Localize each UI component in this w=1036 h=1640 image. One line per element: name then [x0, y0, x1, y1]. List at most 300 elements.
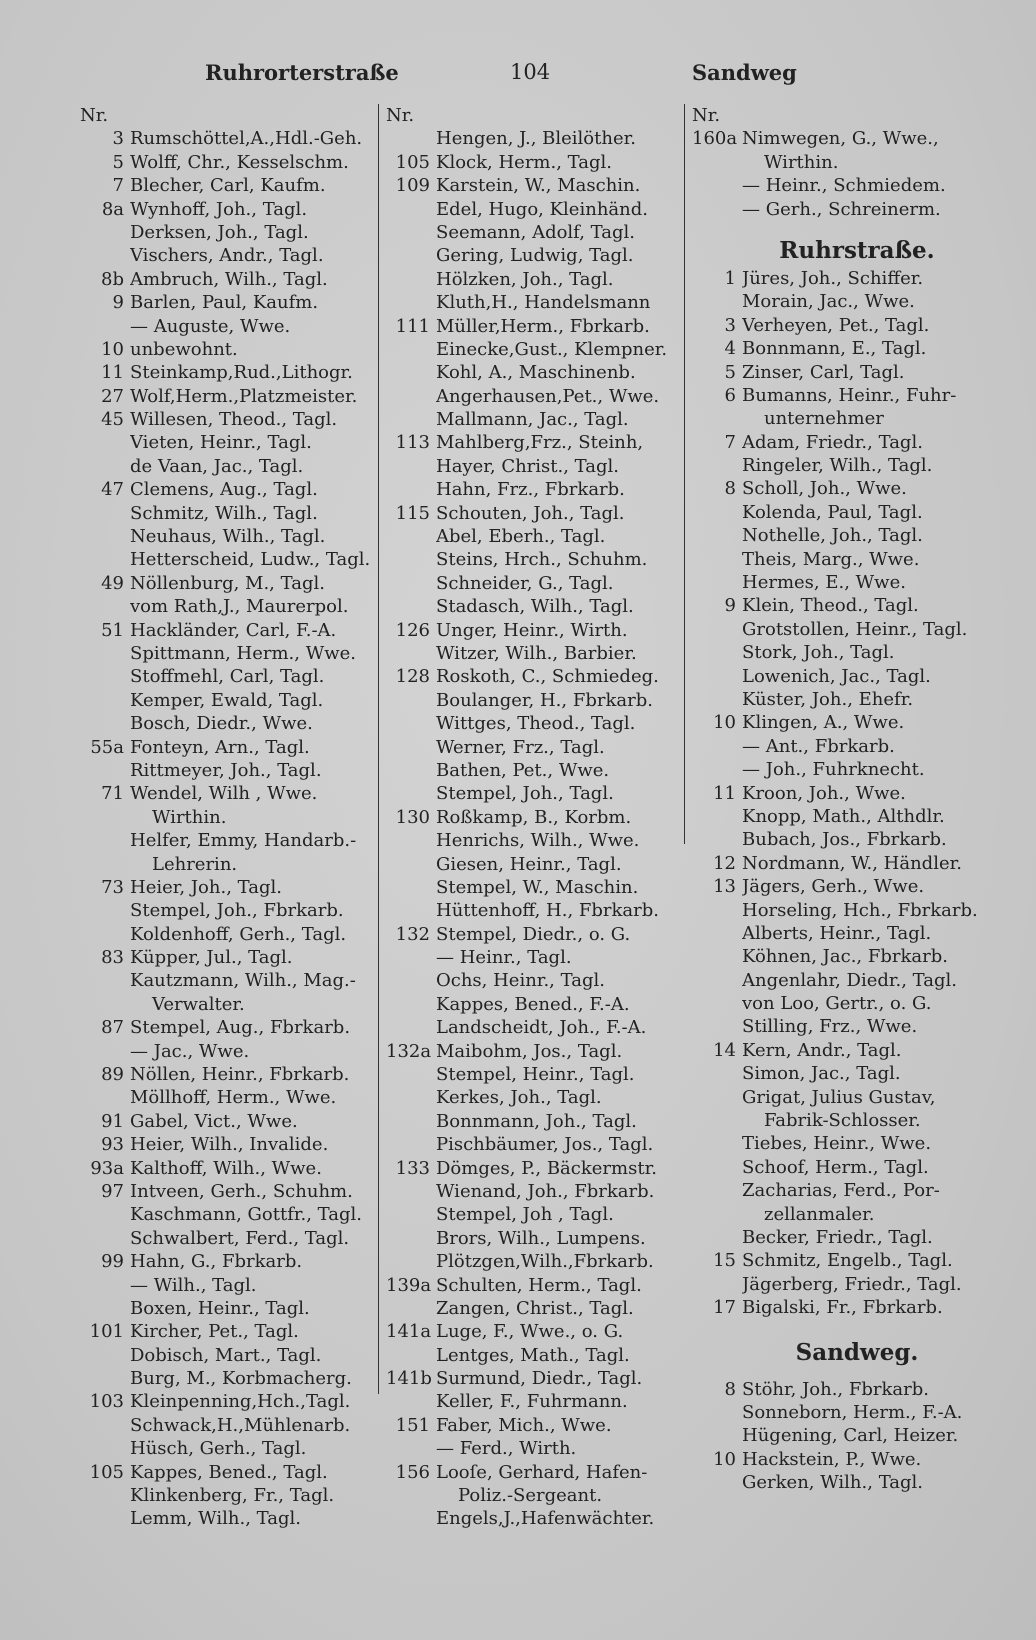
list-item	[80, 291, 370, 314]
list-item	[80, 525, 370, 548]
list-item	[386, 665, 676, 688]
list-item	[80, 338, 370, 361]
house-number	[386, 455, 436, 478]
house-number	[80, 1484, 130, 1507]
house-number	[692, 1203, 742, 1226]
house-number	[386, 548, 436, 571]
house-number	[80, 642, 130, 665]
list-item	[80, 268, 370, 291]
house-number	[386, 1203, 436, 1226]
resident-entry: Stoffmehl, Carl, Tagl.	[130, 666, 325, 688]
list-item	[80, 642, 370, 665]
list-item	[80, 1507, 370, 1530]
resident-entry: Kaschmann, Gottfr., Tagl.	[130, 1204, 362, 1226]
house-number: 55a	[90, 736, 124, 758]
house-number	[692, 290, 742, 313]
house-number	[80, 1414, 130, 1437]
house-number	[386, 1437, 436, 1460]
resident-entry: Bonnmann, Joh., Tagl.	[436, 1110, 637, 1132]
resident-entry: Kappes, Bened., Tagl.	[130, 1461, 328, 1483]
house-number	[80, 315, 130, 338]
house-number: 133	[395, 1157, 430, 1179]
list-item	[692, 501, 1002, 524]
list-item	[386, 1180, 676, 1203]
resident-entry: Simon, Jac., Tagl.	[742, 1063, 901, 1085]
list-item	[386, 899, 676, 922]
list-item	[386, 1390, 676, 1413]
list-item	[692, 337, 1002, 360]
house-number: 132	[395, 923, 430, 945]
resident-entry: Hayer, Christ., Tagl.	[436, 455, 620, 477]
list-item	[692, 852, 1002, 875]
resident-entry: Bubach, Jos., Fbrkarb.	[742, 829, 947, 851]
house-number	[80, 853, 130, 876]
resident-entry: Horseling, Hch., Fbrkarb.	[742, 899, 978, 921]
house-number: 3	[724, 314, 736, 336]
resident-entry: Ambruch, Wilh., Tagl.	[130, 268, 328, 290]
list-item	[386, 689, 676, 712]
resident-entry: Kern, Andr., Tagl.	[742, 1039, 902, 1061]
house-number	[386, 595, 436, 618]
resident-entry: Heier, Wilh., Invalide.	[130, 1134, 329, 1156]
list-item	[80, 923, 370, 946]
resident-entry: Gering, Ludwig, Tagl.	[436, 245, 634, 267]
list-item	[80, 969, 370, 992]
list-item	[80, 993, 370, 1016]
list-item	[692, 922, 1002, 945]
house-number: 47	[101, 479, 124, 501]
house-number: 130	[395, 806, 430, 828]
list-item	[692, 875, 1002, 898]
list-item	[386, 736, 676, 759]
house-number	[386, 385, 436, 408]
list-item	[386, 1157, 676, 1180]
column-2	[386, 104, 676, 1531]
resident-entry: Stempel, Diedr., o. G.	[436, 923, 631, 945]
resident-entry: Schouten, Joh., Tagl.	[436, 502, 625, 524]
house-number: 8	[724, 1378, 736, 1400]
house-number	[386, 1180, 436, 1203]
resident-entry: Grotstollen, Heinr., Tagl.	[742, 618, 968, 640]
resident-entry: Lehrerin.	[152, 853, 238, 875]
house-number	[80, 1274, 130, 1297]
list-item	[386, 1484, 676, 1507]
house-number	[386, 361, 436, 384]
list-item	[80, 759, 370, 782]
resident-entry: Willesen, Theod., Tagl.	[130, 409, 338, 431]
house-number	[692, 1424, 742, 1447]
resident-entry: Mallmann, Jac., Tagl.	[436, 409, 629, 431]
resident-entry: Derksen, Joh., Tagl.	[130, 221, 309, 243]
list-item	[692, 1226, 1002, 1249]
list-item	[80, 619, 370, 642]
house-number	[386, 244, 436, 267]
resident-entry: Jägerberg, Friedr., Tagl.	[742, 1273, 962, 1295]
list-item	[386, 1250, 676, 1273]
house-number	[692, 1086, 742, 1109]
resident-entry: — Gerh., Schreinerm.	[742, 198, 941, 220]
resident-entry: Stempel, Joh., Tagl.	[436, 783, 614, 805]
house-number	[386, 1390, 436, 1413]
resident-entry: Stöhr, Joh., Fbrkarb.	[742, 1378, 929, 1400]
list-item	[692, 407, 1002, 430]
list-item	[692, 1424, 1002, 1447]
house-number: 71	[101, 783, 124, 805]
house-number	[692, 969, 742, 992]
resident-entry: Unger, Heinr., Wirth.	[436, 619, 628, 641]
house-number	[386, 1110, 436, 1133]
house-number	[386, 525, 436, 548]
resident-entry: Witzer, Wilh., Barbier.	[436, 642, 637, 664]
resident-entry: Hölzken, Joh., Tagl.	[436, 268, 614, 290]
list-item	[692, 1179, 1002, 1202]
resident-entry: Heier, Joh., Tagl.	[130, 876, 282, 898]
resident-entry: Gerken, Wilh., Tagl.	[742, 1472, 924, 1494]
resident-entry: Köhnen, Jac., Fbrkarb.	[742, 946, 948, 968]
list-item	[80, 1297, 370, 1320]
house-number: 5	[112, 151, 124, 173]
list-item	[692, 431, 1002, 454]
resident-entry: Mahlberg,Frz., Steinh,	[436, 432, 644, 454]
list-item	[386, 478, 676, 501]
list-item	[80, 712, 370, 735]
list-item	[386, 1367, 676, 1390]
house-number: 17	[713, 1297, 736, 1319]
list-item	[692, 1109, 1002, 1132]
resident-entry: Lentges, Math., Tagl.	[436, 1344, 630, 1366]
house-number: 83	[101, 947, 124, 969]
list-item	[386, 1344, 676, 1367]
list-item	[692, 361, 1002, 384]
house-number	[386, 1016, 436, 1039]
resident-entry: Hüsch, Gerh., Tagl.	[130, 1438, 307, 1460]
list-item	[692, 384, 1002, 407]
list-item	[692, 992, 1002, 1015]
resident-entry: — Heinr., Schmiedem.	[742, 175, 946, 197]
column-3-sandweg	[692, 1378, 1002, 1495]
resident-entry: Wolf,Herm.,Platzmeister.	[130, 385, 358, 407]
list-item	[692, 454, 1002, 477]
resident-entry: Schmitz, Wilh., Tagl.	[130, 502, 318, 524]
house-number	[80, 665, 130, 688]
list-item	[386, 642, 676, 665]
list-item	[80, 221, 370, 244]
list-item	[692, 641, 1002, 664]
resident-entry: Morain, Jac., Wwe.	[742, 291, 915, 313]
house-number	[80, 595, 130, 618]
resident-entry: Bumanns, Heinr., Fuhr-	[742, 384, 957, 406]
resident-entry	[742, 104, 1002, 127]
resident-entry: Kluth,H., Handelsmann	[436, 292, 651, 314]
resident-entry: Jägers, Gerh., Wwe.	[742, 876, 925, 898]
house-number: 101	[89, 1321, 124, 1343]
resident-entry: Einecke,Gust., Klempner.	[436, 338, 668, 360]
resident-entry: Scholl, Joh., Wwe.	[742, 478, 907, 500]
house-number	[692, 548, 742, 571]
list-item	[386, 502, 676, 525]
resident-entry: — Ant., Fbrkarb.	[742, 735, 895, 757]
list-item	[692, 1132, 1002, 1155]
house-number	[692, 641, 742, 664]
resident-entry: — Wilh., Tagl.	[130, 1274, 257, 1296]
resident-entry: Knopp, Math., Althdlr.	[742, 805, 945, 827]
resident-entry: Seemann, Adolf, Tagl.	[436, 221, 635, 243]
list-item	[386, 1507, 676, 1530]
resident-entry: Hackländer, Carl, F.-A.	[130, 619, 337, 641]
resident-entry: Edel, Hugo, Kleinhänd.	[436, 198, 648, 220]
resident-entry: Küpper, Jul., Tagl.	[130, 947, 293, 969]
list-item	[386, 782, 676, 805]
list-item	[692, 782, 1002, 805]
house-number: 91	[101, 1110, 124, 1132]
house-number: 128	[395, 666, 430, 688]
list-item	[692, 290, 1002, 313]
house-number	[386, 268, 436, 291]
house-number	[692, 1471, 742, 1494]
resident-entry: Hackstein, P., Wwe.	[742, 1448, 922, 1470]
list-item	[692, 828, 1002, 851]
house-number	[692, 174, 742, 197]
house-number: 105	[395, 151, 430, 173]
list-item	[386, 1227, 676, 1250]
list-item	[386, 806, 676, 829]
list-item	[80, 1344, 370, 1367]
list-item	[692, 127, 1002, 150]
resident-entry: Roßkamp, B., Korbm.	[436, 806, 632, 828]
list-item	[692, 945, 1002, 968]
list-item	[386, 1320, 676, 1343]
house-number: 8	[724, 478, 736, 500]
resident-entry: Barlen, Paul, Kaufm.	[130, 292, 319, 314]
house-number	[80, 1367, 130, 1390]
house-number	[386, 127, 436, 150]
list-item	[692, 524, 1002, 547]
house-number: 97	[101, 1180, 124, 1202]
list-item	[80, 1133, 370, 1156]
house-number	[692, 899, 742, 922]
list-item	[692, 1471, 1002, 1494]
house-number	[386, 853, 436, 876]
list-item	[80, 315, 370, 338]
house-number	[80, 502, 130, 525]
house-number	[80, 525, 130, 548]
house-number	[386, 689, 436, 712]
list-item	[692, 1156, 1002, 1179]
list-item	[386, 431, 676, 454]
resident-entry: Stadasch, Wilh., Tagl.	[436, 596, 634, 618]
house-number: 3	[112, 128, 124, 150]
house-number: 13	[713, 876, 736, 898]
list-item	[80, 1437, 370, 1460]
list-item	[692, 1086, 1002, 1109]
resident-entry: Surmund, Diedr., Tagl.	[436, 1368, 643, 1390]
list-item	[692, 548, 1002, 571]
list-item	[80, 1063, 370, 1086]
list-item	[80, 1086, 370, 1109]
resident-entry: Ochs, Heinr., Tagl.	[436, 970, 605, 992]
list-item	[386, 244, 676, 267]
list-item	[80, 1110, 370, 1133]
resident-entry: Kircher, Pet., Tagl.	[130, 1321, 299, 1343]
house-number: 14	[713, 1039, 736, 1061]
list-item	[692, 314, 1002, 337]
resident-entry: Hügening, Carl, Heizer.	[742, 1425, 959, 1447]
resident-entry: Tiebes, Heinr., Wwe.	[742, 1133, 932, 1155]
resident-entry: Stempel, W., Maschin.	[436, 876, 639, 898]
resident-entry: Nothelle, Joh., Tagl.	[742, 525, 923, 547]
list-item	[80, 478, 370, 501]
resident-entry: Zangen, Christ., Tagl.	[436, 1297, 634, 1319]
resident-entry: Bonnmann, E., Tagl.	[742, 338, 927, 360]
list-item	[80, 1461, 370, 1484]
resident-entry: Kolenda, Paul, Tagl.	[742, 501, 923, 523]
resident-entry: Klingen, A., Wwe.	[742, 712, 905, 734]
resident-entry: Luge, F., Wwe., o. G.	[436, 1321, 624, 1343]
list-item	[386, 315, 676, 338]
column-3-top	[692, 104, 1002, 221]
house-number	[386, 221, 436, 244]
resident-entry: Klinkenberg, Fr., Tagl.	[130, 1485, 335, 1507]
resident-entry: Schwalbert, Ferd., Tagl.	[130, 1227, 350, 1249]
list-item	[80, 174, 370, 197]
resident-entry: Faber, Mich., Wwe.	[436, 1414, 612, 1436]
resident-entry: de Vaan, Jac., Tagl.	[130, 455, 304, 477]
list-item	[386, 619, 676, 642]
page-number: 104	[510, 60, 551, 84]
resident-entry: Wynhoff, Joh., Tagl.	[130, 198, 308, 220]
resident-entry: Henrichs, Wilh., Wwe.	[436, 830, 640, 852]
house-number: 12	[713, 852, 736, 874]
list-item	[80, 1227, 370, 1250]
header-left-street: Ruhrorterstraße	[205, 60, 399, 85]
list-item	[692, 1448, 1002, 1471]
resident-entry: Karstein, W., Maschin.	[436, 175, 641, 197]
house-number	[692, 1062, 742, 1085]
house-number	[692, 198, 742, 221]
list-item	[386, 104, 676, 127]
resident-entry: — Ferd., Wirth.	[436, 1438, 577, 1460]
list-item	[80, 431, 370, 454]
house-number	[80, 759, 130, 782]
house-number	[80, 1040, 130, 1063]
resident-entry: Kerkes, Joh., Tagl.	[436, 1087, 602, 1109]
house-number	[386, 1086, 436, 1109]
list-item	[386, 1063, 676, 1086]
resident-entry: Klock, Herm., Tagl.	[436, 151, 613, 173]
resident-entry: Lowenich, Jac., Tagl.	[742, 665, 931, 687]
resident-entry: Lemm, Wilh., Tagl.	[130, 1508, 301, 1530]
house-number	[386, 1063, 436, 1086]
list-item	[80, 455, 370, 478]
house-number	[692, 1401, 742, 1424]
house-number	[386, 291, 436, 314]
resident-entry: Hetterscheid, Ludw., Tagl.	[130, 549, 370, 571]
house-number: 93	[101, 1134, 124, 1156]
list-item	[692, 1401, 1002, 1424]
house-number	[80, 899, 130, 922]
resident-entry: Giesen, Heinr., Tagl.	[436, 853, 622, 875]
list-item	[80, 1320, 370, 1343]
resident-entry: Maibohm, Jos., Tagl.	[436, 1040, 623, 1062]
house-number	[386, 572, 436, 595]
house-number: 51	[101, 619, 124, 641]
list-item	[386, 408, 676, 431]
house-number	[80, 1437, 130, 1460]
house-number	[692, 945, 742, 968]
house-number: 111	[395, 315, 430, 337]
house-number	[692, 828, 742, 851]
house-number	[80, 806, 130, 829]
list-item	[692, 104, 1002, 127]
house-number	[386, 338, 436, 361]
list-item	[80, 1390, 370, 1413]
house-number	[692, 1109, 742, 1132]
house-number	[80, 829, 130, 852]
house-number	[692, 151, 742, 174]
resident-entry: Zacharias, Ferd., Por-	[742, 1180, 940, 1202]
list-item	[80, 665, 370, 688]
list-item	[386, 291, 676, 314]
house-number	[80, 1227, 130, 1250]
resident-entry: Stilling, Frz., Wwe.	[742, 1016, 918, 1038]
house-number	[386, 1507, 436, 1530]
list-item	[386, 525, 676, 548]
list-item	[80, 408, 370, 431]
resident-entry: Pischbäumer, Jos., Tagl.	[436, 1134, 654, 1156]
list-item	[80, 1484, 370, 1507]
resident-entry: Wienand, Joh., Fbrkarb.	[436, 1180, 655, 1202]
list-item	[386, 993, 676, 1016]
house-number	[80, 1086, 130, 1109]
resident-entry: unternehmer	[764, 408, 884, 430]
list-item	[80, 572, 370, 595]
house-number: 10	[101, 338, 124, 360]
resident-entry: — Auguste, Wwe.	[130, 315, 291, 337]
resident-entry: Alberts, Heinr., Tagl.	[742, 922, 932, 944]
house-number: 99	[101, 1251, 124, 1273]
house-number: 93a	[90, 1157, 124, 1179]
resident-entry: Sonneborn, Herm., F.-A.	[742, 1401, 963, 1423]
resident-entry: — Jac., Wwe.	[130, 1040, 250, 1062]
list-item	[386, 198, 676, 221]
list-item	[692, 174, 1002, 197]
list-item	[80, 1157, 370, 1180]
house-number	[80, 548, 130, 571]
resident-entry: Schmitz, Engelb., Tagl.	[742, 1250, 953, 1272]
resident-entry: Wendel, Wilh , Wwe.	[130, 783, 318, 805]
house-number: 4	[724, 338, 736, 360]
resident-entry: Looſe, Gerhard, Hafen-	[436, 1461, 648, 1483]
list-item	[386, 1414, 676, 1437]
resident-entry: Schulten, Herm., Tagl.	[436, 1274, 642, 1296]
resident-entry: Wolff, Chr., Kesselschm.	[130, 151, 349, 173]
list-item	[80, 1250, 370, 1273]
list-item	[386, 595, 676, 618]
list-item	[386, 548, 676, 571]
resident-entry: Steins, Hrch., Schuhm.	[436, 549, 648, 571]
list-item	[692, 594, 1002, 617]
house-number	[386, 876, 436, 899]
column-3	[692, 104, 1002, 1494]
list-item	[80, 736, 370, 759]
resident-entry: Gabel, Vict., Wwe.	[130, 1110, 298, 1132]
list-item	[386, 174, 676, 197]
list-item	[80, 1414, 370, 1437]
house-number: 8a	[101, 198, 124, 220]
list-item	[80, 946, 370, 969]
list-item	[692, 711, 1002, 734]
resident-entry: Nimwegen, G., Wwe.,	[742, 128, 939, 150]
